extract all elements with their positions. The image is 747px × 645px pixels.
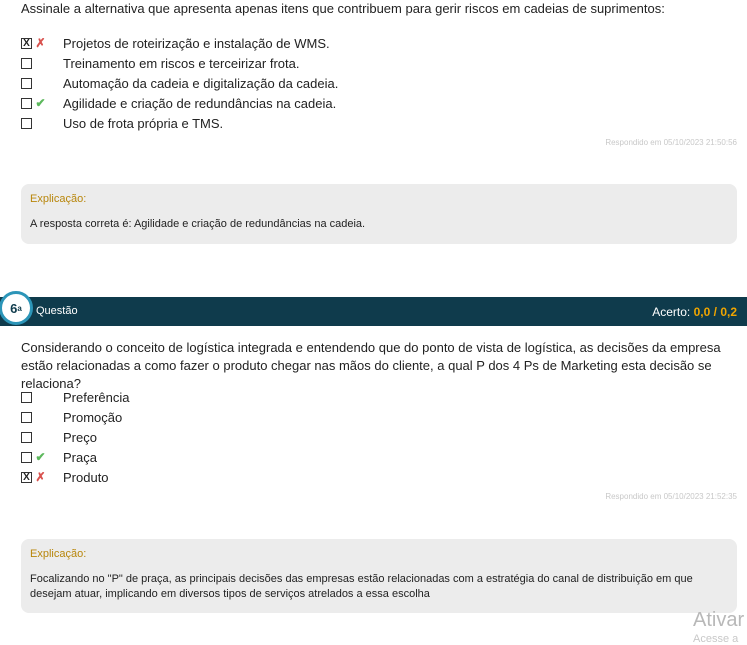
check-icon: ✔	[35, 96, 46, 110]
option-label: Automação da cadeia e digitalização da cadeia.	[63, 75, 339, 91]
explanation-text: A resposta correta é: Agilidade e criação de redundâncias na cadeia.	[30, 218, 366, 230]
option-item[interactable]	[21, 33, 338, 53]
mark-slot	[34, 77, 47, 90]
score-value: 0,0	[693, 305, 711, 319]
checkbox[interactable]	[21, 78, 32, 89]
explanation-title: Explicação:	[30, 193, 87, 205]
mark-slot	[34, 391, 47, 404]
question-number-badge	[0, 291, 33, 325]
option-item[interactable]	[21, 113, 338, 133]
option-label: Praça	[63, 449, 97, 465]
question-5-text: Assinale a alternativa que apresenta apenas itens que contribuem para gerir riscos em cadeias de suprimentos:	[21, 1, 665, 16]
question-5-options	[21, 33, 338, 133]
answered-timestamp: Respondido em 05/10/2023 21:50:56	[605, 138, 737, 147]
option-label: Treinamento em riscos e terceirizar frota.	[63, 55, 300, 71]
mark-slot	[34, 57, 47, 70]
explanation-box	[21, 184, 737, 244]
score	[652, 305, 737, 319]
question-6-text: Considerando o conceito de logística integrada e entendendo que do ponto de vista de logística, as decisões da empresa estão relacionadas a como fazer o produto chegar nas mãos do cliente, a qual P dos 4 Ps de Marketing esta decisão se relaciona?	[21, 340, 721, 391]
option-item[interactable]	[21, 447, 129, 467]
option-item[interactable]	[21, 407, 129, 427]
explanation-box	[21, 539, 737, 613]
question-title: Questão	[36, 305, 78, 317]
check-icon: ✔	[35, 450, 46, 464]
activation-watermark: Ativar	[693, 609, 745, 631]
checkbox[interactable]	[21, 392, 32, 403]
checkbox[interactable]: X	[21, 472, 32, 483]
checkbox[interactable]	[21, 58, 32, 69]
badge-number: 6	[10, 300, 18, 316]
score-separator: /	[710, 305, 721, 319]
checkbox[interactable]	[21, 98, 32, 109]
option-label: Agilidade e criação de redundâncias na cadeia.	[63, 95, 337, 111]
option-label: Produto	[63, 469, 109, 485]
option-item[interactable]	[21, 387, 129, 407]
option-item[interactable]	[21, 73, 338, 93]
option-item[interactable]	[21, 53, 338, 73]
option-label: Preço	[63, 429, 97, 445]
wrong-icon: ✗	[35, 36, 46, 50]
option-item[interactable]	[21, 467, 129, 487]
option-item[interactable]	[21, 93, 338, 113]
explanation-text: Focalizando no "P" de praça, as principais decisões das empresas estão relacionadas com a estratégia do canal de distribuição em que desejam atuar, implicando em diversos tipos de serviços atrelados a essa escolha	[30, 573, 693, 600]
option-label: Preferência	[63, 389, 130, 405]
question-header	[0, 297, 747, 326]
activation-watermark-sub: Acesse a	[693, 633, 739, 645]
checkbox[interactable]	[21, 452, 32, 463]
checkbox[interactable]	[21, 432, 32, 443]
explanation-title: Explicação:	[30, 548, 87, 560]
option-label: Uso de frota própria e TMS.	[63, 115, 224, 131]
option-label: Projetos de roteirização e instalação de WMS.	[63, 35, 330, 51]
score-total: 0,2	[720, 305, 737, 319]
checkbox[interactable]	[21, 118, 32, 129]
wrong-icon: ✗	[35, 470, 46, 484]
mark-slot	[34, 431, 47, 444]
score-label: Acerto:	[652, 305, 694, 319]
badge-sup: a	[17, 303, 22, 313]
option-item[interactable]	[21, 427, 129, 447]
checkbox[interactable]	[21, 412, 32, 423]
checkbox[interactable]: X	[21, 38, 32, 49]
mark-slot	[34, 117, 47, 130]
question-6-options	[21, 387, 129, 487]
answered-timestamp: Respondido em 05/10/2023 21:52:35	[605, 492, 737, 501]
option-label: Promoção	[63, 409, 123, 425]
mark-slot	[34, 411, 47, 424]
